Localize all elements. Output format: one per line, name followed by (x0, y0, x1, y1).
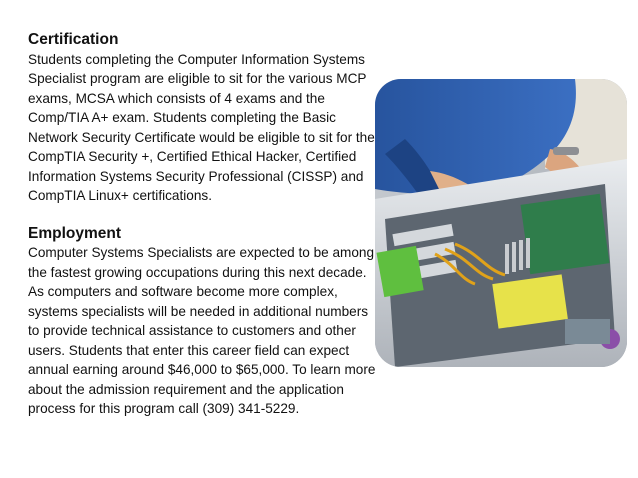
employment-text: Computer Systems Specialists are expected to be among the fastest growing occupations during this next decade. As computers and software become more complex, systems specialists will be needed in additional numbers to provide technical assistance to customers and other users. Students that enter this career field can expect annual earning around $46,000 to $65,000. To learn more about the admission requirement and the application process for this program call (309) 341-5229. (28, 245, 376, 416)
certification-text: Students completing the Computer Information Systems Specialist program are eligible to sit for the various MCP exams, MCSA which consists of 4 exams and the Comp/TIA A+ exam. Students completing the Basic Network Security Certificate would be eligible to sit for the CompTIA Security +, Certified Ethical Hacker, Certified Information Systems Security Professional (CISSP) and CompTIA Linux+ certifications. (28, 51, 375, 203)
certification-heading: Certification (28, 31, 119, 48)
employment-section (28, 224, 380, 419)
motherboard (521, 194, 610, 274)
content-column (28, 30, 380, 419)
port-panel (565, 319, 610, 344)
watch (553, 147, 579, 155)
computer-repair-photo (375, 79, 627, 367)
employment-heading: Employment (28, 224, 122, 242)
photo-illustration (375, 79, 627, 367)
certification-section (28, 30, 380, 206)
green-card (376, 246, 423, 297)
section-spacer (28, 206, 380, 224)
